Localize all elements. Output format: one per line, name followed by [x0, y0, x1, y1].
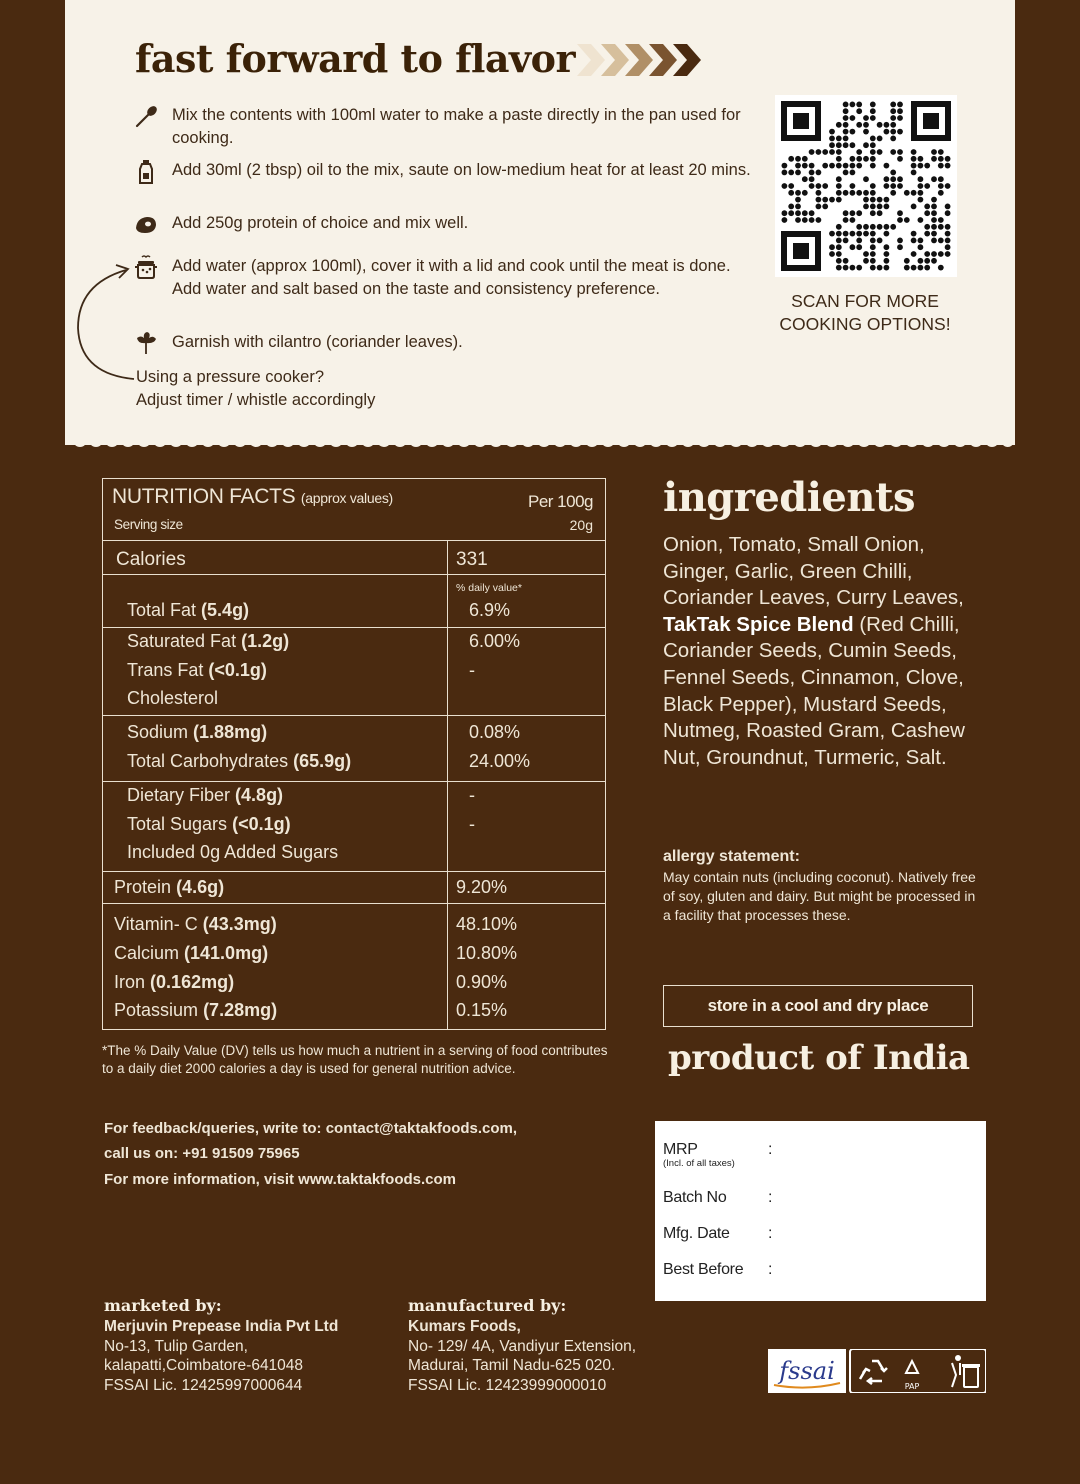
marketed-by-title: marketed by: [104, 1296, 222, 1315]
nutrient-name: Saturated Fat [127, 631, 237, 651]
nutrient-row-9 [114, 877, 224, 898]
dispose-bin-icon [952, 1355, 980, 1387]
nutrient-name: Trans Fat [127, 660, 204, 680]
pressure-cooker-line1: Using a pressure cooker? [136, 368, 325, 386]
nutrient-daily-value: 6.9% [469, 600, 511, 620]
serving-size-label: Serving size [114, 517, 183, 532]
scan-line2: COOKING OPTIONS! [779, 314, 951, 334]
pressure-cooker-note [136, 366, 375, 412]
recycle-icon [860, 1361, 887, 1384]
nutrient-name: Sodium [127, 722, 189, 742]
mrp-box [655, 1121, 986, 1301]
scan-line1: SCAN FOR MORE [791, 291, 939, 311]
nutrition-facts-table [102, 478, 606, 1030]
daily-value-label: % daily value* [456, 582, 522, 594]
pressure-cooker-line2: Adjust timer / whistle accordingly [136, 391, 376, 409]
qr-code[interactable] [775, 95, 957, 277]
nutrient-row-0 [127, 600, 249, 621]
nutrient-row-7 [127, 814, 291, 835]
allergy-title: allergy statement: [663, 848, 800, 865]
nutrient-amount: (4.8g) [235, 785, 284, 805]
ingredients-title: ingredients [663, 474, 915, 521]
manufactured-by-title: manufactured by: [408, 1296, 567, 1315]
nutrient-name: Potassium [114, 1000, 199, 1020]
nutrient-name: Cholesterol [127, 688, 219, 708]
mrp-label: MRP [663, 1141, 698, 1158]
best-before-colon: : [768, 1261, 773, 1278]
nutrient-daily-value: 0.90% [456, 972, 508, 992]
mrp-tax-note: (Incl. of all taxes) [663, 1158, 735, 1169]
nutrient-name: Dietary Fiber [127, 785, 231, 805]
nutrient-amount: (<0.1g) [208, 660, 267, 680]
marketer-address-1: No-13, Tulip Garden, [104, 1337, 248, 1355]
manufactured-by-details [408, 1317, 636, 1395]
ingredients-list [663, 532, 993, 771]
best-before-label: Best Before [663, 1261, 744, 1278]
nutrient-daily-value: 0.08% [469, 722, 521, 742]
nutrient-row-8 [127, 842, 338, 863]
nutrient-amount: (1.88mg) [193, 722, 268, 742]
fast-forward-chevrons-icon [575, 42, 703, 78]
product-origin: product of India [668, 1038, 970, 1078]
batch-label: Batch No [663, 1189, 727, 1206]
storage-instruction: store in a cool and dry place [663, 985, 973, 1027]
allergy-text: May contain nuts (including coconut). Natively free of soy, gluten and dairy. But might be processed in a facility that processes these. [663, 869, 976, 923]
nutrient-name: Total Fat [127, 600, 197, 620]
nutrient-amount: (1.2g) [241, 631, 290, 651]
ingredients-part-2: (Red Chilli, Coriander Seeds, Cumin Seeds, Fennel Seeds, Cinnamon, Clove, Black Pepper), Mustard Seeds, Nutmeg, Roasted Gram, Cashew Nut, Groundnut, Turmeric, Salt. [663, 612, 965, 769]
per-100g: Per 100g [528, 492, 593, 511]
calories-label: Calories [116, 549, 186, 570]
marketer-name: Merjuvin Prepease India Pvt Ltd [104, 1318, 339, 1335]
nutrient-daily-value: - [469, 660, 475, 680]
nutrient-daily-value: 24.00% [469, 751, 531, 771]
dv-footnote: *The % Daily Value (DV) tells us how much a nutrient in a serving of food contributes to a daily diet 2000 calories a day is used for general nutrition advice. [102, 1043, 608, 1076]
nutrient-row-1 [127, 631, 289, 652]
marketed-by-details [104, 1317, 338, 1395]
page-title: fast forward to flavor [135, 36, 575, 81]
nutrient-name: Calcium [114, 943, 180, 963]
contact-phone-line[interactable]: call us on: +91 91509 75965 [104, 1145, 300, 1162]
scan-text [760, 290, 970, 336]
nutrient-amount: (5.4g) [201, 600, 250, 620]
fssai-logo-text: fssai [779, 1357, 835, 1385]
ingredients-spice-blend: TakTak Spice Blend [663, 612, 854, 636]
wavy-divider [65, 436, 1015, 456]
nutrition-title [112, 485, 393, 509]
mrp-colon: : [768, 1141, 773, 1158]
curved-arrow-icon [72, 262, 142, 382]
marketer-address-2: kalapatti,Coimbatore-641048 [104, 1357, 304, 1374]
oil-bottle-icon [133, 159, 159, 185]
mfg-date-label: Mfg. Date [663, 1225, 730, 1242]
nutrient-daily-value: - [469, 814, 475, 834]
step-3: Add 250g protein of choice and mix well. [172, 214, 469, 232]
certification-logos [768, 1349, 986, 1393]
pap-logo-text: PAP [904, 1382, 920, 1391]
mfg-colon: : [768, 1225, 773, 1242]
nutrient-amount: (7.28mg) [203, 1000, 278, 1020]
nutrient-daily-value: 48.10% [456, 914, 518, 934]
nutrient-name: Included 0g Added Sugars [127, 842, 339, 862]
manufacturer-address-2: Madurai, Tamil Nadu-625 020. [408, 1357, 616, 1374]
nutrition-title-note: (approx values) [300, 490, 393, 506]
nutrient-amount: (141.0mg) [184, 943, 269, 963]
spoon-icon [133, 104, 159, 130]
nutrient-row-12 [114, 972, 234, 993]
nutrition-title-text: NUTRITION FACTS [112, 485, 296, 508]
nutrient-daily-value: 6.00% [469, 631, 521, 651]
pap-recycle-icon [905, 1361, 920, 1391]
ingredients-part-1: Onion, Tomato, Small Onion, Ginger, Garlic, Green Chilli, Coriander Leaves, Curry Leaves, [663, 533, 964, 610]
nutrient-amount: (<0.1g) [232, 814, 291, 834]
manufacturer-fssai: FSSAI Lic. 12423999000010 [408, 1376, 607, 1394]
nutrient-row-10 [114, 914, 277, 935]
qr-code-pattern [775, 95, 957, 277]
nutrient-amount: (0.162mg) [150, 972, 235, 992]
nutrient-daily-value: 0.15% [456, 1000, 508, 1020]
nutrient-name: Iron [114, 972, 146, 992]
nutrient-row-3 [127, 688, 218, 709]
fssai-logo-icon [768, 1349, 846, 1393]
batch-colon: : [768, 1189, 773, 1206]
serving-size-value: 20g [569, 517, 593, 533]
nutrient-amount: (43.3mg) [202, 914, 277, 934]
nutrient-row-5 [127, 751, 351, 772]
nutrient-daily-value: 10.80% [456, 943, 518, 963]
contact-email-line[interactable]: For feedback/queries, write to: contact@taktakfoods.com, [104, 1120, 518, 1137]
nutrient-row-11 [114, 943, 268, 964]
manufacturer-address-1: No- 129/ 4A, Vandiyur Extension, [408, 1337, 637, 1355]
nutrient-amount: (65.9g) [293, 751, 352, 771]
contact-website-line[interactable]: For more information, visit www.taktakfoods.com [104, 1171, 456, 1188]
nutrient-name: Vitamin- C [114, 914, 198, 934]
nutrient-name: Protein [114, 877, 172, 897]
step-2: Add 30ml (2 tbsp) oil to the mix, saute on low-medium heat for at least 20 mins. [172, 161, 751, 179]
nutrient-daily-value: - [469, 785, 475, 805]
calories-value: 331 [456, 549, 488, 570]
step-5: Garnish with cilantro (coriander leaves). [172, 333, 463, 351]
manufacturer-name: Kumars Foods, [408, 1318, 521, 1335]
nutrient-row-13 [114, 1000, 277, 1021]
nutrient-row-2 [127, 660, 267, 681]
nutrient-amount: (4.6g) [176, 877, 225, 897]
step-4: Add water (approx 100ml), cover it with a lid and cook until the meat is done. Add water and salt based on the taste and consistency preference. [172, 257, 731, 298]
nutrient-row-6 [127, 785, 283, 806]
nutrient-row-4 [127, 722, 267, 743]
marketer-fssai: FSSAI Lic. 12425997000644 [104, 1376, 303, 1394]
meat-icon [133, 212, 159, 238]
nutrient-name: Total Carbohydrates [127, 751, 289, 771]
nutrient-name: Total Sugars [127, 814, 228, 834]
step-1: Mix the contents with 100ml water to make a paste directly in the pan used for cooking. [172, 106, 741, 147]
nutrient-daily-value: 9.20% [456, 877, 508, 897]
